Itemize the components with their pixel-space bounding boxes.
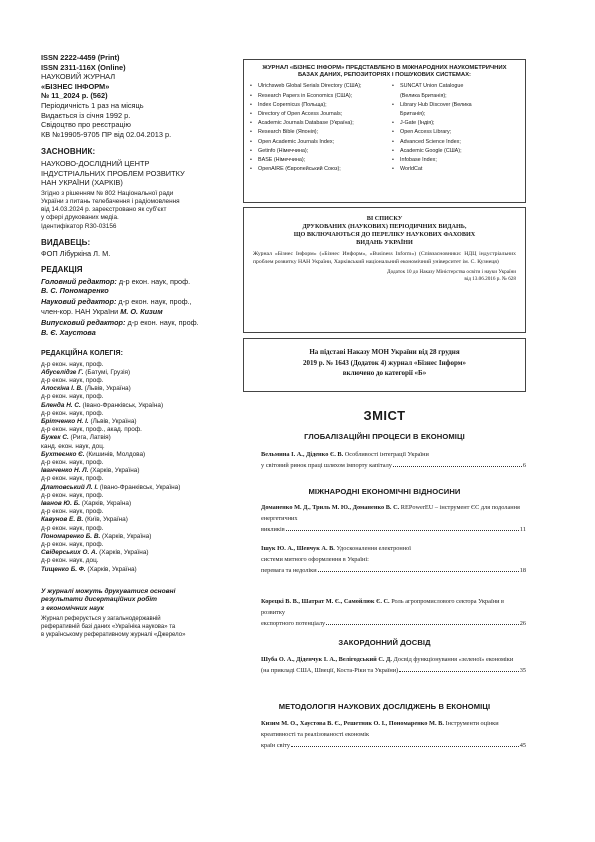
decision-line: у сфері друкованих медіа. [41,214,119,222]
article-title: REPowerEU – інструмент ЄС для подолання енергетичних [261,504,520,523]
member-place: (Кишинів, Молдова) [84,450,146,458]
member-degree: д-р екон. наук, проф. [41,376,104,384]
board-member [41,541,231,557]
bullet-icon: • [250,166,252,173]
member-name-line [41,385,231,393]
issue-number: № 11_2024 р. (562) [41,91,108,101]
database-name: Directory of Open Access Journals; [258,111,343,118]
member-place: (Харків, Україна) [88,467,140,475]
board-member [41,361,231,377]
page-number: 26 [519,620,526,628]
member-name-line [41,566,231,574]
member-place: (Львів, Україна) [82,385,131,393]
member-name-line [41,451,231,459]
member-place: (Івано-Франківськ, Україна) [98,483,181,491]
member-degree: д-р екон. наук, доц. [41,557,99,565]
professional-list-body: Журнал «Бізнес Інформ» («Бізнес Информ», «Business Inform») (Співзасновники: НДЦ індустріальних проблем розвитку НАН України, Харківський національний економічний університет ім. С. Кузнеця) [253,251,516,266]
database-name: Advanced Science Index; [400,138,461,145]
article-authors: Доманенко М. Д., Триль М. Ю., Доманенко В. С. [261,504,400,511]
member-degree: д-р екон. наук, проф. [41,475,104,483]
member-name: Алоскіна І. В. [41,385,83,393]
member-degree: д-р екон. наук, проф. [41,491,104,499]
database-item [250,165,388,174]
journal-name: «БІЗНЕС ІНФОРМ» [41,81,110,91]
bullet-icon: • [392,138,394,145]
degree: д-р екон. наук, проф. [116,276,191,286]
editor-in-chief [41,277,231,286]
board-member [41,525,231,541]
article-title: Особливості інтеграції України [343,451,429,458]
database-item [250,138,388,147]
article-title: Удосконалення електронної [334,545,412,552]
title-line: ВІ СПИСКУ [366,215,403,222]
leader-dots [291,746,519,747]
member-place: (Харків, Україна) [100,532,152,540]
section-heading: МЕТОДОЛОГІЯ НАУКОВИХ ДОСЛІДЖЕНЬ В ЕКОНОМІЦІ [278,702,491,711]
member-degree: д-р екон. наук, проф. [41,541,104,549]
note-line: в українському реферативному журналі «Джерело» [41,631,186,638]
article-authors: Корецкі В. В., Шатрат М. Є., Самойлюк Є. С. [261,598,390,605]
order-line: від 13.06.2016 р. № 628 [464,276,516,282]
founder-line: НАН УКРАЇНИ (ХАРКІВ) [41,178,123,188]
article-authors: Кизим М. О., Хаустова В. Є., Решетняк О. І., Пономаренко М. В. [261,720,444,727]
article-first-line [261,502,526,524]
degree: д-р екон. наук, проф. [125,318,199,328]
database-name: WorldCat [400,166,423,173]
database-item [392,128,518,137]
board-member [41,410,231,426]
article-title: Досвід функціонування «зеленої» економіки [391,656,514,663]
bullet-icon: • [392,83,394,90]
category-line: На підставі Наказу МОН України від 28 грудня [309,348,460,356]
article-page-line [261,565,526,576]
indexing-title [244,60,525,82]
person-name: М. О. Кизим [120,306,163,316]
article-entry[interactable] [261,502,526,536]
article-first-line [261,543,526,554]
bullet-icon: • [250,157,252,164]
section-heading: ГЛОБАЛІЗАЦІЙНІ ПРОЦЕСИ В ЕКОНОМІЦІ [304,432,465,441]
member-degree: д-р екон. наук, проф. [41,360,104,368]
member-name-line [41,402,231,410]
article-page-line [261,524,526,535]
founder-line: НАУКОВО-ДОСЛІДНИЙ ЦЕНТР [41,158,150,168]
category-line: 2019 р. № 1643 (Додаток 4) журнал «Бізнес Інформ» [302,358,467,367]
title-line: БАЗАХ ДАНИХ, РЕПОЗИТОРІЯХ І ПОШУКОВИХ СИСТЕМАХ: [298,72,471,79]
dissertation-note [41,588,231,613]
article-title-line: викликів [261,526,285,534]
article-entry[interactable] [261,654,526,676]
member-name-line [41,418,231,426]
founder-heading: ЗАСНОВНИК: [41,147,96,157]
database-item [250,92,388,101]
board-member [41,426,231,442]
board-member [41,475,231,491]
database-item [250,128,388,137]
category-line: включено до категорії «Б» [342,369,427,378]
bullet-icon [392,92,400,101]
database-name: Research Bible (Японія); [258,129,319,136]
founder-line: ІНДУСТРІАЛЬНИХ ПРОБЛЕМ РОЗВИТКУ [41,168,185,178]
article-authors: Вельмина І. А., Діденко Є. В. [261,451,344,458]
note-line: результати дисертаційних робіт [41,596,158,604]
member-name-line [41,369,231,377]
database-name: Research Papers in Economics (США); [258,92,353,99]
role-label: Науковий редактор: [41,297,117,307]
title-line: ДРУКОВАНИХ (НАУКОВИХ) ПЕРІОДИЧНИХ ВИДАНЬ, [302,223,467,230]
science-editor [41,297,231,306]
role-label: Головний редактор: [41,276,117,286]
database-name: Academic Google (США); [400,147,462,154]
bullet-icon: • [250,129,252,136]
member-degree: д-р екон. наук, проф. [41,458,104,466]
cert-number: КВ №19905-9705 ПР від 02.04.2013 р. [41,129,172,139]
leader-dots [286,530,519,531]
decision-line: від 14.03.2024 р. зареєстровано як суб'єкт [41,206,167,214]
board-member [41,557,231,573]
page-number: 6 [522,462,526,470]
editorial-board-list [41,361,231,574]
title-line: ВИДАНЬ УКРАЇНИ [356,239,413,246]
editorial-heading: РЕДАКЦІЯ [41,264,83,274]
bullet-icon: • [392,157,394,164]
note-line: Журнал реферується у загальнодержавній [41,616,161,623]
decision-line: Ідентифікатор R30-03156 [41,222,117,230]
degree: д-р екон. наук, проф., [116,297,192,307]
database-name: SUNCAT Union Catalogue [400,83,464,90]
database-item [392,138,518,147]
member-name-line [41,484,231,492]
member-place: (Рига, Латвія) [68,434,111,442]
database-item [392,165,518,174]
since: Видається із січня 1992 р. [41,110,131,120]
bullet-icon: • [392,120,394,127]
article-title: Інструменти оцінки креативності та реалізованості економік [261,720,499,739]
database-name: Open Academic Journals Index; [258,138,335,145]
category-box [243,338,526,392]
database-name: Open Access Library; [400,129,452,136]
bullet-icon: • [250,101,252,108]
leader-dots [318,571,519,572]
member-name: Іванов Ю. Б. [41,500,81,507]
member-degree: д-р екон. наук, проф., акад. проф. [41,426,142,434]
database-item [250,82,388,91]
role-label: Випусковий редактор: [41,318,126,328]
member-place: (Харків, Україна) [80,500,132,507]
database-item [392,110,518,119]
member-name-line [41,467,231,475]
order-line: Додаток 10 до Наказу Міністерства освіти і науки України [387,268,516,275]
bullet-icon: • [392,166,394,173]
board-member [41,492,231,508]
database-name: (Велика Британія); [400,92,447,99]
board-member [41,377,231,393]
bullet-icon: • [392,129,394,136]
bullet-icon: • [392,147,394,154]
page-number: 11 [519,526,526,534]
journal-type: НАУКОВИЙ ЖУРНАЛ [41,72,116,82]
article-authors: Ішук Ю. А., Шевчук А. В. [261,545,335,552]
database-item [250,156,388,165]
member-name: Длатовський Л. І. [41,483,99,491]
database-item [392,156,518,165]
cert-label: Свідоцтво про реєстрацію [41,120,131,130]
article-page-line [261,740,526,751]
abstracting-note [41,616,231,639]
member-name: Абуселідзе Г. [41,368,84,376]
note-line: з економічних наук [41,604,104,612]
database-name: J-Gate (Індія); [400,120,435,127]
article-first-line [261,449,526,460]
board-heading: РЕДАКЦІЙНА КОЛЕГІЯ: [41,349,124,357]
page-number: 45 [519,742,526,750]
issn-online: ISSN 2311-116X (Online) [41,62,126,72]
member-name-line [41,533,231,541]
database-name: Ulrichsweb Global Serials Directory (США); [258,83,362,90]
database-item [392,119,518,128]
board-member [41,393,231,409]
database-name: Британія); [400,111,426,118]
board-member [41,508,231,524]
member-name: Іванченко Н. Л. [41,467,89,475]
section-heading: ЗАКОРДОННИЙ ДОСВІД [338,638,431,647]
member-name: Брітченко Н. І. [41,417,89,425]
note-line: реферативній базі даних «Україніка наукова» та [41,623,176,630]
issn-print: ISSN 2222-4459 (Print) [41,53,120,62]
article-first-line [261,654,526,665]
member-degree: д-р екон. наук, проф. [41,508,104,516]
database-name: Academic Journals Database (Україна); [258,120,354,127]
leader-dots [399,671,518,672]
order-reference [253,269,516,284]
database-item [392,82,518,91]
decision-line: України з питань телебачення і радіомовлення [41,197,180,205]
contents-title: ЗМІСТ [363,408,406,423]
article-title-line: системи митного оформлення в Україні: [261,556,369,564]
member-name-line [41,549,231,557]
title-line: ЖУРНАЛ «БІЗНЕС ІНФОРМ» ПРЕДСТАВЛЕНО В МІЖНАРОДНИХ НАУКОМЕТРИЧНИХ [262,65,507,71]
member-place: (Львів, Україна) [88,417,137,425]
leader-dots [326,624,519,625]
member-name-line [41,434,231,442]
bullet-icon: • [250,138,252,145]
article-first-line [261,718,526,740]
member-name-line [41,500,231,508]
database-item [392,101,518,110]
article-page-line [261,665,526,676]
database-list-left [250,82,388,174]
database-name: Index Copernicus (Польща); [258,101,327,108]
member-place: (Батумі, Грузія) [83,368,131,376]
member-name: Тищенко Б. Ф. [41,565,86,573]
member-place: (Івано-Франківськ, Україна) [80,401,164,409]
article-page-line [261,618,526,629]
article-title-line: перевага та недоліки [261,567,317,575]
professional-list-box [243,207,526,333]
database-name: OpenAIRE (Європейський Союз); [258,166,341,173]
indexing-box [243,59,526,203]
database-name: BASE (Німеччина); [258,157,306,164]
title-line: ЩО ВКЛЮЧАЮТЬСЯ ДО ПЕРЕЛІКУ НАУКОВИХ ФАХОВИХ [293,231,476,238]
decision-line: Згідно з рішенням № 802 Національної ради [41,189,174,197]
bullet-icon: • [392,101,394,108]
note-line: У журналі можуть друкуватися основні [41,587,176,595]
section-heading: МІЖНАРОДНІ ЕКОНОМІЧНІ ВІДНОСИНИ [308,487,461,496]
bullet-icon [392,110,400,119]
member-name: Бухтеєнко Є. [41,450,85,458]
database-item [392,147,518,156]
bullet-icon: • [250,120,252,127]
member-name: Бленда Н. С. [41,401,81,409]
article-page-line [261,460,526,471]
article-title-line: країн світу [261,742,291,750]
article-entry[interactable] [261,596,526,630]
degree: член-кор. НАН України [41,306,121,316]
database-name: Getinfo (Німеччина); [258,147,309,154]
member-degree: д-р екон. наук, проф. [41,393,104,401]
professional-list-title [253,215,516,247]
database-item [392,92,518,101]
database-name: Library Hub Discover (Велика [400,101,472,108]
database-item [250,119,388,128]
member-name: Свідерських О. А. [41,549,98,557]
page-number: 18 [519,567,526,575]
bullet-icon: • [250,111,252,118]
frequency: Періодичність 1 раз на місяць [41,100,144,110]
article-authors: Шуба О. А., Діденчук І. А., Велігодський С. Д. [261,656,392,663]
publisher-heading: ВИДАВЕЦЬ: [41,237,91,247]
bullet-icon: • [250,147,252,154]
database-item [250,101,388,110]
member-degree: д-р екон. наук, проф. [41,409,104,417]
board-member [41,443,231,459]
member-name: Бужек С. [41,434,69,442]
member-place: (Харків, Україна) [85,565,137,573]
database-name: Infobase Index; [400,157,437,164]
member-name: Пономаренко Б. В. [41,532,101,540]
member-degree: канд. екон. наук, доц. [41,442,105,450]
member-name: Кавунов Е. В. [41,516,84,524]
article-first-line [261,596,526,618]
member-degree: д-р екон. наук, проф. [41,524,104,532]
person-name: В. С. Пономаренко [41,285,109,295]
article-entry[interactable] [261,449,526,471]
board-member [41,459,231,475]
article-entry[interactable] [261,543,526,577]
bullet-icon: • [250,92,252,99]
executive-editor [41,318,231,327]
member-name-line [41,516,231,524]
article-title: Роль агропромислового сектора України в розвитку [261,598,505,617]
article-title-line: у світовий ринок праці шляхом імпорту капіталу [261,462,392,470]
article-title-line: (на прикладі США, Швеції, Коста-Ріки та України) [261,667,399,675]
database-list-right [388,82,518,174]
masthead-column [41,53,231,639]
page-number: 35 [519,667,526,675]
database-item [250,110,388,119]
leader-dots [393,466,522,467]
article-title-line: експортного потенціалу [261,620,326,628]
member-place: (Київ, Україна) [83,516,128,524]
person-name: В. Є. Хаустова [41,327,96,337]
bullet-icon: • [250,83,252,90]
article-entry[interactable] [261,718,526,752]
member-place: (Харків, Україна) [97,549,149,557]
database-item [250,147,388,156]
publisher-name: ФОП Лібуркіна Л. М. [41,249,111,259]
